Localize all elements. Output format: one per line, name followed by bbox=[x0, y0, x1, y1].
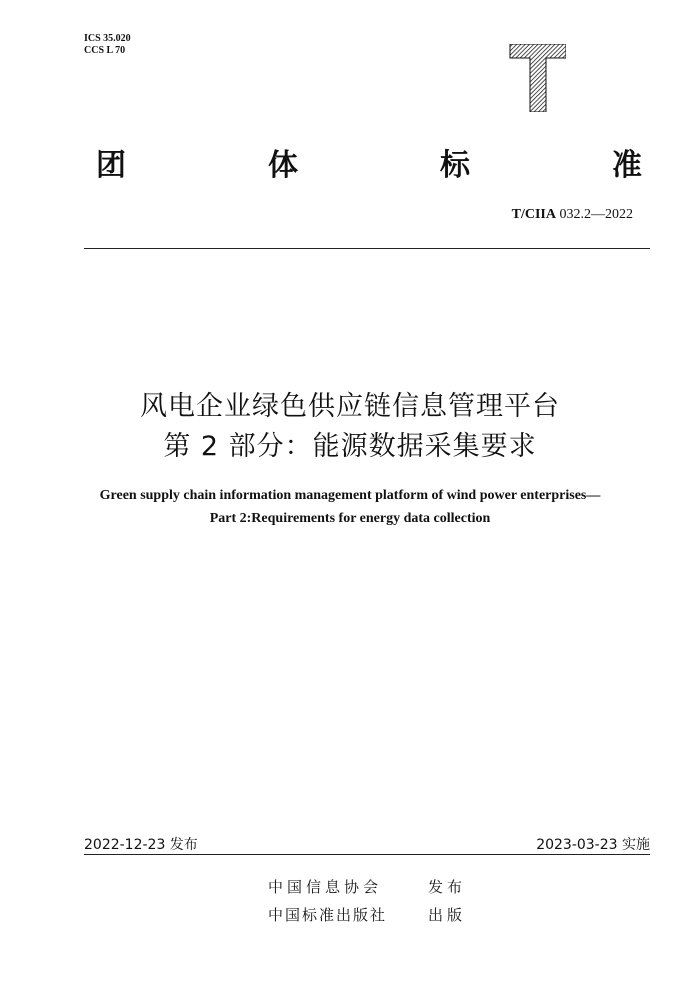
category-char: 体 bbox=[268, 148, 298, 183]
top-divider bbox=[84, 248, 650, 249]
bottom-divider bbox=[84, 854, 650, 855]
category-char: 团 bbox=[96, 148, 126, 183]
classification-codes bbox=[84, 33, 131, 57]
category-char: 标 bbox=[440, 148, 470, 183]
publisher-org: 中国信息协会 bbox=[268, 878, 383, 896]
standard-number bbox=[512, 207, 633, 223]
title-en-line2: Part 2:Requirements for energy data collection bbox=[209, 511, 491, 526]
type-letter: T bbox=[508, 44, 509, 45]
implementation-date: 2023-03-23 实施 bbox=[536, 837, 650, 853]
title-zh-line2: 第 2 部分：能源数据采集要求 bbox=[163, 431, 537, 462]
standard-prefix: T/CIIA bbox=[511, 207, 556, 222]
standard-code: 032.2—2022 bbox=[559, 207, 633, 222]
standard-category bbox=[96, 140, 642, 184]
issue-date: 2022-12-23 发布 bbox=[84, 837, 198, 853]
title-zh-line1: 风电企业绿色供应链信息管理平台 bbox=[140, 391, 560, 422]
title-en-line1: Green supply chain information management platform of wind power enterprises— bbox=[99, 488, 601, 503]
standard-type-logo bbox=[508, 44, 566, 112]
publisher-role: 发布 bbox=[428, 878, 467, 896]
ccs-code: CCS L 70 bbox=[84, 45, 126, 56]
publisher-role: 出版 bbox=[428, 906, 467, 924]
ics-code: ICS 35.020 bbox=[84, 33, 131, 44]
category-char: 准 bbox=[612, 148, 642, 183]
publisher-org: 中国标准出版社 bbox=[268, 906, 388, 924]
